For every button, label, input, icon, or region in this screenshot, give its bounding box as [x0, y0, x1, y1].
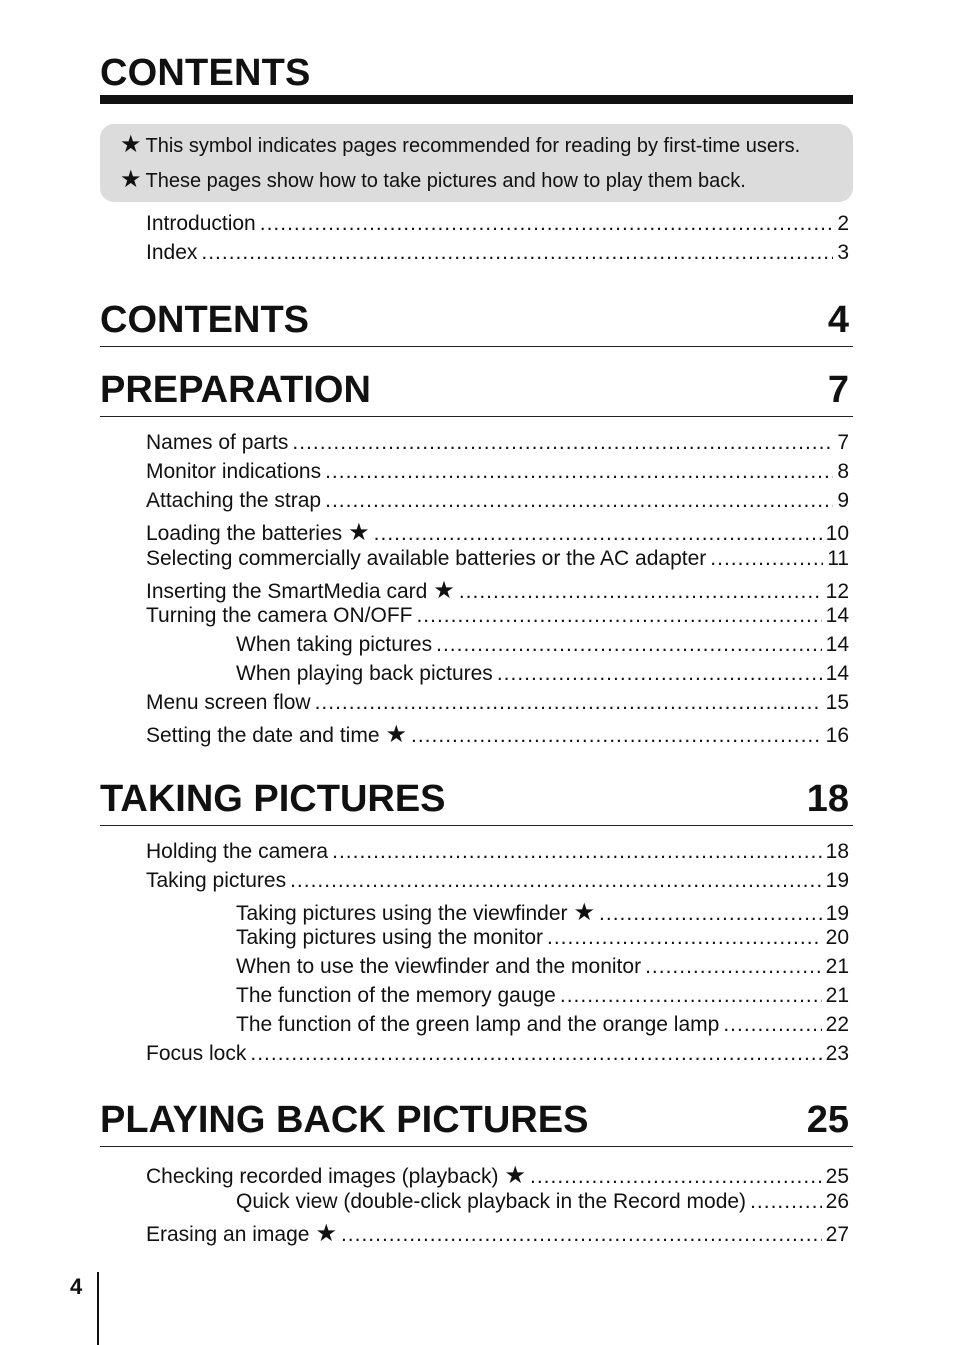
dot-leader [723, 1013, 821, 1037]
toc-entry-page: 19 [825, 901, 849, 925]
toc-entry-page: 19 [825, 868, 849, 892]
star-icon: ★ [315, 1220, 337, 1247]
toc-entry-page: 2 [837, 212, 849, 235]
toc-entry-label: Attaching the strap [146, 488, 322, 512]
toc-entry-label: Selecting commercially available batteries or the AC adapter [146, 546, 707, 570]
star-icon: ★ [573, 898, 596, 926]
dot-leader [292, 431, 833, 455]
toc-entry[interactable] [236, 898, 849, 926]
section-heading[interactable] [100, 298, 853, 347]
dot-leader [416, 604, 821, 628]
toc-entry[interactable] [146, 489, 849, 517]
dot-leader [341, 1223, 822, 1247]
toc-entry[interactable] [236, 1190, 849, 1218]
title-rule [100, 95, 853, 104]
toc-entry-label: When to use the viewfinder and the monitor [236, 955, 642, 979]
page-number-bar [97, 1272, 99, 1345]
toc-entry-label: Erasing an image [146, 1223, 310, 1246]
dot-leader [411, 724, 822, 748]
toc-entry-page: 12 [825, 579, 849, 603]
toc-entry-label: Taking pictures using the monitor [236, 926, 543, 950]
toc-entry-page: 22 [825, 1012, 849, 1036]
toc-entry-page: 16 [825, 724, 849, 747]
toc-entry[interactable] [146, 576, 849, 604]
toc-entry[interactable] [146, 1042, 849, 1070]
toc-entry-page: 3 [837, 241, 849, 264]
section-page: 4 [827, 299, 849, 341]
dot-leader [260, 212, 834, 236]
toc-entry-page: 7 [837, 431, 849, 454]
star-icon: ★ [120, 131, 142, 158]
note-box [100, 124, 853, 202]
star-icon: ★ [504, 1162, 527, 1189]
toc-entry-page: 9 [837, 488, 849, 512]
dot-leader [530, 1165, 822, 1189]
toc-entry[interactable] [146, 241, 849, 269]
dot-leader [201, 241, 833, 265]
star-icon: ★ [120, 166, 142, 193]
toc-entry-label: Names of parts [146, 431, 289, 454]
toc-entry-label: Monitor indications [146, 459, 322, 483]
dot-leader [599, 902, 822, 926]
dot-leader [560, 984, 822, 1008]
toc-entry-label: The function of the memory gauge [236, 984, 556, 1007]
dot-leader [547, 926, 822, 950]
dot-leader [750, 1190, 822, 1214]
toc-entry-page: 8 [837, 459, 849, 483]
dot-leader [436, 633, 822, 657]
toc-entry-page: 23 [825, 1041, 849, 1065]
page-number: 4 [70, 1274, 83, 1299]
toc-entry[interactable] [146, 691, 849, 719]
dot-leader [315, 691, 822, 715]
page-title: CONTENTS [100, 52, 311, 94]
toc-entry[interactable] [146, 720, 849, 748]
note-text: This symbol indicates pages recommended for reading by first-time users. [145, 135, 801, 157]
toc-entry-page: 26 [825, 1190, 849, 1213]
dot-leader [497, 662, 822, 686]
dot-leader [325, 489, 833, 513]
toc-entry[interactable] [236, 1013, 849, 1041]
star-icon: ★ [385, 721, 408, 748]
toc-entry[interactable] [236, 955, 849, 983]
toc-entry[interactable] [236, 633, 849, 661]
section-title: CONTENTS [100, 299, 309, 341]
toc-entry-page: 20 [825, 926, 849, 950]
note-text: These pages show how to take pictures and how to play them back. [145, 170, 746, 192]
section-heading[interactable] [100, 1098, 853, 1147]
toc-entry-label: Focus lock [146, 1041, 247, 1065]
toc-entry-page: 10 [825, 521, 849, 545]
note-line-how-to [120, 165, 746, 194]
dot-leader [710, 547, 823, 571]
toc-entry-label: Quick view (double-click playback in the Record mode) [236, 1190, 747, 1213]
section-page: 25 [806, 1099, 849, 1141]
toc-entry-page: 14 [825, 604, 849, 628]
section-heading[interactable] [100, 777, 853, 826]
toc-entry-label: When playing back pictures [236, 662, 493, 686]
toc-entry-page: 15 [825, 691, 849, 715]
toc-entry-label: When taking pictures [236, 633, 433, 657]
toc-entry-page: 14 [825, 662, 849, 686]
toc-entry[interactable] [236, 662, 849, 690]
dot-leader [325, 460, 833, 484]
toc-entry-page: 21 [825, 955, 849, 979]
toc-entry-label: Introduction [146, 212, 256, 235]
note-line-first-time [120, 130, 800, 159]
section-page: 18 [806, 778, 849, 820]
star-icon: ★ [433, 576, 455, 604]
toc-entry-page: 18 [825, 840, 849, 863]
section-title: TAKING PICTURES [100, 778, 446, 820]
toc-entry-label: Taking pictures [146, 868, 287, 892]
toc-entry-page: 25 [825, 1165, 849, 1188]
toc-entry[interactable] [146, 1219, 849, 1247]
section-title: PLAYING BACK PICTURES [100, 1099, 589, 1141]
toc-entry[interactable] [146, 212, 849, 240]
toc-entry[interactable] [146, 431, 849, 459]
toc-entry-label: Loading the batteries [146, 521, 343, 545]
toc-entry[interactable] [146, 840, 849, 868]
toc-entry[interactable] [146, 1161, 849, 1189]
toc-entry-page: 27 [825, 1223, 849, 1246]
toc-entry-label: The function of the green lamp and the orange lamp [236, 1012, 720, 1036]
toc-entry-label: Inserting the SmartMedia card [146, 579, 428, 603]
dot-leader [374, 522, 822, 546]
section-title: PREPARATION [100, 369, 371, 411]
toc-entry-label: Turning the camera ON/OFF [146, 604, 413, 628]
toc-entry-page: 11 [827, 546, 849, 570]
toc-entry[interactable] [146, 460, 849, 488]
dot-leader [290, 869, 822, 893]
toc-entry-label: Taking pictures using the viewfinder [236, 901, 568, 925]
toc-entry-page: 21 [825, 984, 849, 1007]
dot-leader [459, 580, 822, 604]
toc-entry[interactable] [146, 869, 849, 897]
toc-entry[interactable] [146, 604, 849, 632]
section-page: 7 [827, 369, 849, 411]
dot-leader [332, 840, 822, 864]
toc-entry-label: Menu screen flow [146, 691, 311, 715]
toc-entry[interactable] [146, 547, 849, 575]
dot-leader [645, 955, 822, 979]
dot-leader [250, 1042, 821, 1066]
star-icon: ★ [348, 518, 370, 546]
toc-entry[interactable] [146, 518, 849, 546]
toc-entry-page: 14 [825, 633, 849, 657]
toc-entry-label: Index [146, 241, 198, 264]
toc-entry[interactable] [236, 984, 849, 1012]
toc-entry-label: Checking recorded images (playback) [146, 1165, 499, 1188]
toc-entry-label: Holding the camera [146, 840, 329, 863]
toc-entry-label: Setting the date and time [146, 724, 380, 747]
section-heading[interactable] [100, 368, 853, 417]
toc-entry[interactable] [236, 926, 849, 954]
